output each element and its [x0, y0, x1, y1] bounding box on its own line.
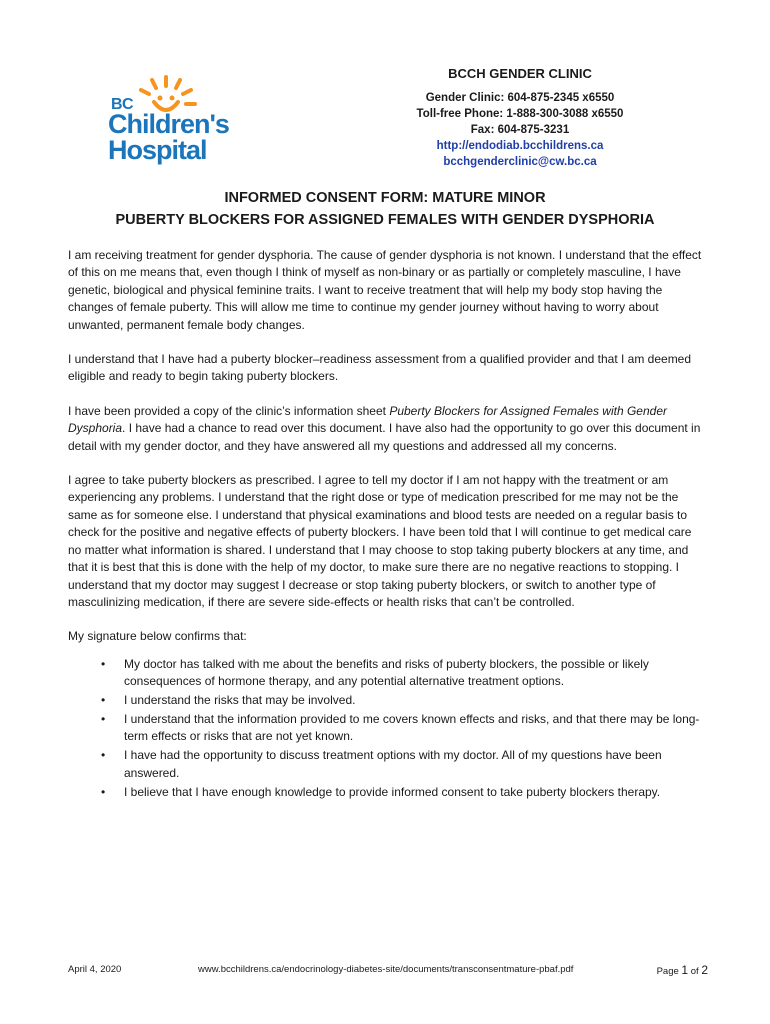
confirmation-list: [68, 656, 708, 801]
clinic-phone: Gender Clinic: 604-875-2345 x6550: [425, 92, 615, 104]
footer-date: April 4, 2020: [68, 964, 122, 975]
list-item: [68, 711, 708, 746]
page-prefix: Page: [656, 966, 682, 977]
list-item-text: I have had the opportunity to discuss treatment options with my doctor. All of my questions have been answered.: [124, 748, 662, 780]
footer-url: www.bcchildrens.ca/endocrinology-diabetes-site/documents/transconsentmature-pbaf.pdf: [198, 964, 574, 975]
page-current: 1: [681, 963, 689, 977]
bullet-icon: •: [101, 711, 106, 726]
paragraph-2: I understand that I have had a puberty blocker–readiness assessment from a qualified provider and that I am deemed eligible and ready to begin taking puberty blockers.: [68, 352, 692, 384]
bullet-icon: •: [101, 784, 106, 799]
page-of: of: [688, 966, 702, 977]
logo-bc-text: BC: [111, 96, 134, 113]
logo-childrens-text: Children's: [108, 109, 229, 139]
bullet-icon: •: [101, 693, 106, 708]
page-total: 2: [701, 963, 708, 977]
paragraph-5: My signature below confirms that:: [68, 629, 247, 644]
paragraph-4: I agree to take puberty blockers as prescribed. I agree to tell my doctor if I am not happy with the treatment or am experiencing any problems. I understand that the right dose or type of medication prescribed for me may not be the same as for someone else. I understand that physical examinations and blood tests are needed on a regular basis to check for the positive and negative effects of puberty blockers. I have been told that I will continue to get medical care no matter what information is shared. I understand that I may choose to stop taking puberty blockers at any time, and that it is best that this is done with the help of my doctor, to make sure there are no negative reactions to stopping. I understand that my doctor may suggest I decrease or stop taking puberty blockers, or switch to another type of masculinizing medication, if there are severe side-effects or health risks that can’t be controlled.: [68, 473, 692, 609]
clinic-contact-block: [400, 66, 640, 170]
bc-childrens-hospital-logo: [108, 74, 248, 170]
page-number: [657, 963, 708, 977]
form-title-line1: INFORMED CONSENT FORM: MATURE MINOR: [224, 190, 546, 206]
clinic-website-link[interactable]: http://endodiab.bcchildrens.ca: [436, 140, 604, 152]
info-sheet-title: Puberty Blockers for Assigned Females with Gender Dysphoria: [68, 403, 667, 436]
list-item-text: I believe that I have enough knowledge to provide informed consent to take puberty blockers therapy.: [124, 784, 661, 799]
clinic-email-link[interactable]: bcchgenderclinic@cw.bc.ca: [443, 156, 597, 168]
paragraph-1: I am receiving treatment for gender dysphoria. The cause of gender dysphoria is not known. I understand that the effect of this on me means that, even though I think of myself as non-binary or as partially or completely masculine, I have genetic, biological and physical feminine traits. I want to receive treatment that will help my body stop having the changes of female puberty. This will allow me time to continue my gender journey without having to worry about unwanted, permanent female body changes.: [68, 248, 702, 332]
clinic-tollfree: Toll-free Phone: 1-888-300-3088 x6550: [416, 108, 624, 120]
paragraph-3: [68, 403, 708, 455]
list-item: [68, 747, 708, 782]
form-body: [68, 247, 708, 802]
list-item: [68, 784, 708, 801]
list-item-text: I understand the risks that may be involved.: [124, 693, 356, 708]
bullet-icon: •: [101, 748, 106, 763]
list-item: [68, 656, 708, 691]
list-item-text: My doctor has talked with me about the benefits and risks of puberty blockers, the possible or likely consequences of hormone therapy, and any potential alternative treatment options.: [124, 656, 649, 689]
paragraph-3-pre: I have been provided a copy of the clinic’s information sheet: [68, 403, 390, 418]
clinic-name: BCCH GENDER CLINIC: [448, 66, 592, 81]
form-title-line2: PUBERTY BLOCKERS FOR ASSIGNED FEMALES WITH GENDER DYSPHORIA: [115, 212, 655, 228]
logo-hospital-text: Hospital: [108, 135, 207, 165]
form-title: [60, 187, 710, 231]
paragraph-3-post: . I have had a chance to read over this document. I have also had the opportunity to go over this document in detail with my gender doctor, and they have answered all my questions and addressed all my concerns.: [68, 421, 701, 453]
list-item: [68, 692, 708, 709]
clinic-fax: Fax: 604-875-3231: [470, 124, 570, 136]
list-item-text: I understand that the information provided to me covers known effects and risks, and that there may be long-term effects or risks that are not yet known.: [124, 711, 700, 744]
bullet-icon: •: [101, 656, 106, 671]
